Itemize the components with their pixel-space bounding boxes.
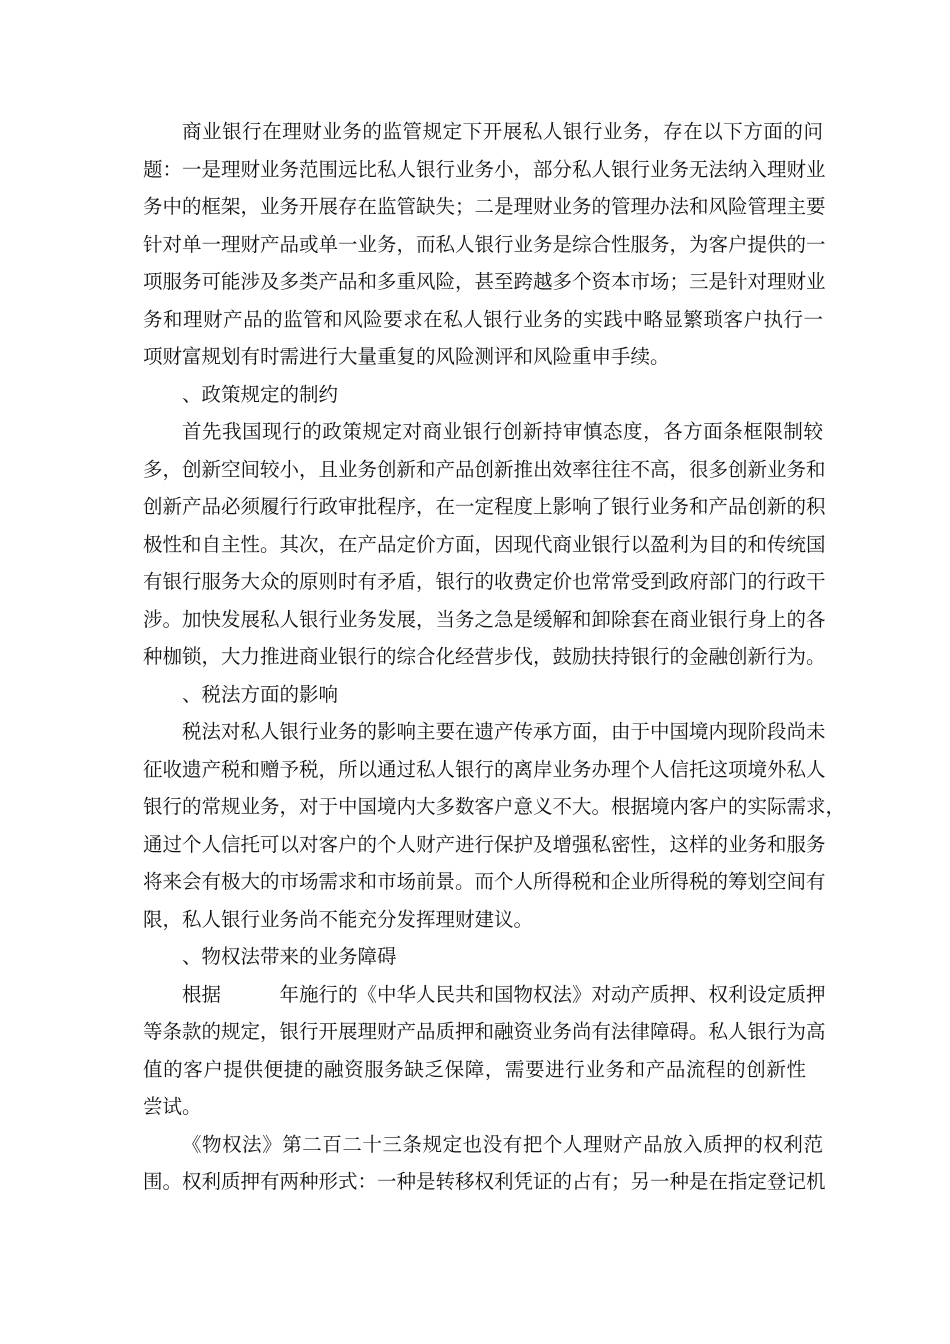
paragraph-line: 极性和自主性。其次，在产品定价方面，因现代商业银行以盈利为目的和传统国 [143,533,826,556]
paragraph-line: 针对单一理财产品或单一业务，而私人银行业务是综合性服务，为客户提供的一 [143,233,826,256]
paragraph-line: 值的客户提供便捷的融资服务缺乏保障，需要进行业务和产品流程的创新性 [143,1058,806,1081]
paragraph-line: 项服务可能涉及多类产品和多重风险，甚至跨越多个资本市场；三是针对理财业 [143,270,826,293]
paragraph-line: 等条款的规定，银行开展理财产品质押和融资业务尚有法律障碍。私人银行为高 [143,1020,826,1043]
paragraph-line: 银行的常规业务，对于中国境内大多数客户意义不大。根据境内客户的实际需求， [143,795,846,818]
paragraph-line: 限，私人银行业务尚不能充分发挥理财建议。 [143,908,534,931]
paragraph-line: 种枷锁，大力推进商业银行的综合化经营步伐，鼓励扶持银行的金融创新行为。 [143,645,826,668]
paragraph-line: 将来会有极大的市场需求和市场前景。而个人所得税和企业所得税的筹划空间有 [143,870,826,893]
paragraph-line: 多，创新空间较小，且业务创新和产品创新推出效率往往不高，很多创新业务和 [143,458,826,481]
paragraph-line: 《物权法》第二百二十三条规定也没有把个人理财产品放入质押的权利范 [182,1133,823,1156]
paragraph-line: 题：一是理财业务范围远比私人银行业务小，部分私人银行业务无法纳入理财业 [143,158,826,181]
paragraph-line: 税法对私人银行业务的影响主要在遗产传承方面，由于中国境内现阶段尚未 [182,720,826,743]
paragraph-line: 务中的框架，业务开展存在监管缺失；二是理财业务的管理办法和风险管理主要 [143,195,826,218]
section-heading: 、政策规定的制约 [182,383,339,406]
paragraph-line: 根据 年施行的《中华人民共和国物权法》对动产质押、权利设定质押 [182,983,826,1006]
paragraph-line: 项财富规划有时需进行大量重复的风险测评和风险重申手续。 [143,345,670,368]
paragraph-line: 征收遗产税和赠予税，所以通过私人银行的离岸业务办理个人信托这项境外私人 [143,758,826,781]
paragraph-line: 首先我国现行的政策规定对商业银行创新持审慎态度，各方面条框限制较 [182,420,823,443]
paragraph-line: 有银行服务大众的原则时有矛盾，银行的收费定价也常常受到政府部门的行政干 [143,570,826,593]
paragraph-line: 尝试。 [143,1095,202,1118]
paragraph-line: 通过个人信托可以对客户的个人财产进行保护及增强私密性，这样的业务和服务 [143,833,826,856]
section-heading: 、税法方面的影响 [182,683,339,706]
paragraph-line: 务和理财产品的监管和风险要求在私人银行业务的实践中略显繁琐客户执行一 [143,308,823,331]
paragraph-line: 涉。加快发展私人银行业务发展，当务之急是缓解和卸除套在商业银行身上的各 [143,608,826,631]
paragraph-line: 围。权利质押有两种形式：一种是转移权利凭证的占有；另一种是在指定登记机 [143,1170,826,1193]
paragraph-line: 创新产品必须履行行政审批程序，在一定程度上影响了银行业务和产品创新的积 [143,495,826,518]
section-heading: 、物权法带来的业务障碍 [182,945,397,968]
paragraph-line: 商业银行在理财业务的监管规定下开展私人银行业务，存在以下方面的问 [182,120,823,143]
